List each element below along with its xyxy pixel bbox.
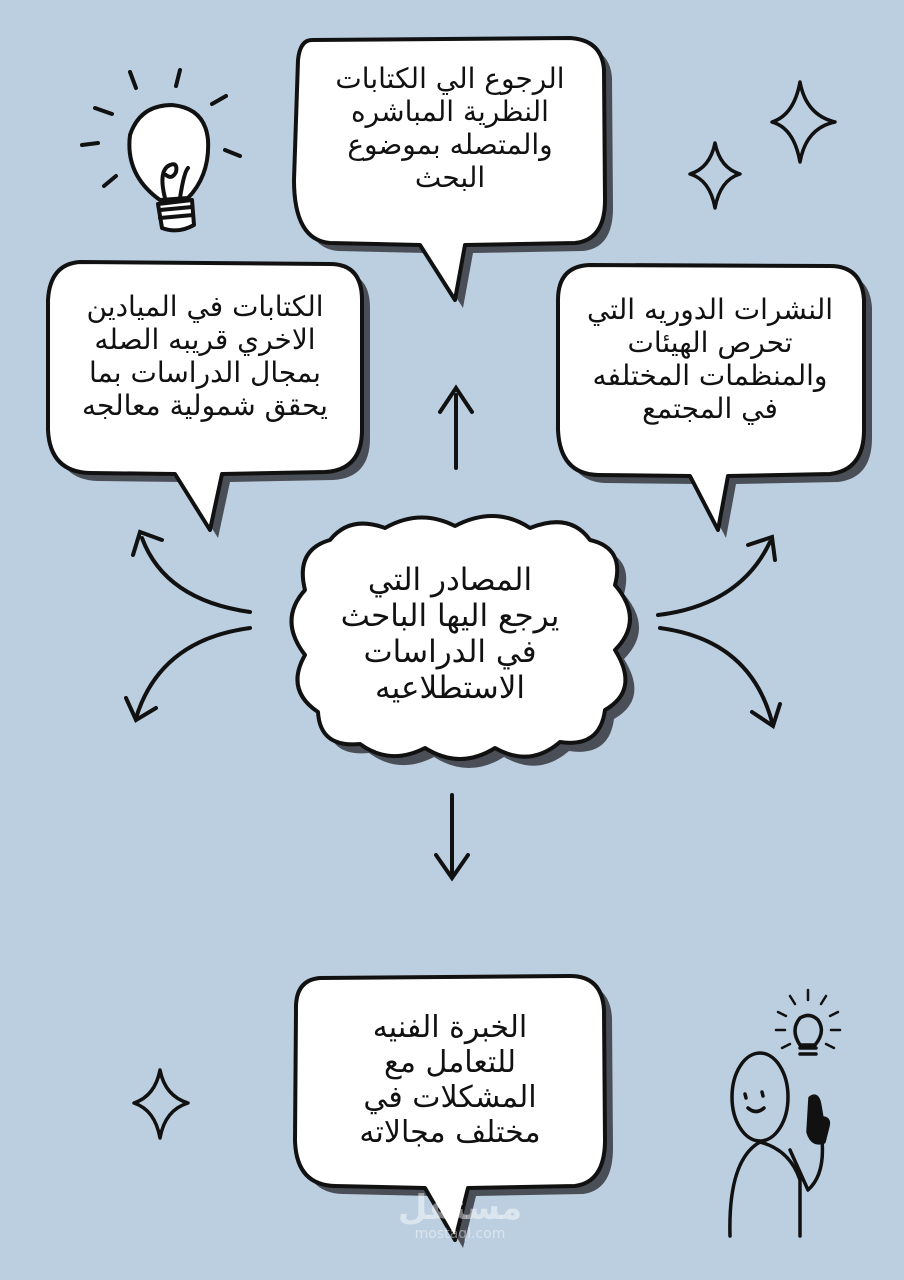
arrow-upper-right <box>658 542 770 615</box>
bubble-right-text <box>560 293 860 425</box>
text-line: الكتابات في الميادين <box>86 290 324 323</box>
text-line: يرجع اليها الباحث <box>340 598 560 634</box>
text-line: بمجال الدراسات بما <box>89 356 321 389</box>
watermark-arabic: مستقل <box>397 1188 523 1228</box>
bubble-top-text <box>300 62 600 194</box>
arrow-lower-right <box>660 628 772 722</box>
arrow-lower-left <box>136 628 250 718</box>
text-line: للتعامل مع <box>383 1045 517 1080</box>
text-line: في المجتمع <box>642 392 778 425</box>
bubble-bottom-text <box>300 1010 600 1150</box>
text-line: المصادر التي <box>367 562 533 598</box>
text-line: البحث <box>414 161 486 194</box>
watermark-latin: mostaql.com <box>414 1226 506 1242</box>
watermark <box>380 1190 540 1242</box>
text-line: في الدراسات <box>363 634 537 670</box>
text-line: تحرص الهيئات <box>627 326 793 359</box>
arrow-upper-left <box>142 538 250 612</box>
text-line: والمنظمات المختلفه <box>592 359 828 392</box>
text-line: المشكلات في <box>363 1080 537 1115</box>
bubble-center-text <box>315 562 585 706</box>
person-idea-icon <box>730 990 840 1236</box>
text-line: الاستطلاعيه <box>374 670 526 706</box>
text-line: يحقق شمولية معالجه <box>82 389 328 422</box>
text-line: النشرات الدوريه التي <box>586 293 834 326</box>
text-line: مختلف مجالاته <box>359 1115 541 1150</box>
text-line: الرجوع الي الكتابات <box>335 62 565 95</box>
text-line: النظرية المباشره <box>351 95 549 128</box>
text-line: الخبرة الفنيه <box>372 1010 528 1045</box>
text-line: الاخري قريبه الصله <box>94 323 316 356</box>
bubble-left-text <box>55 290 355 422</box>
lightbulb-icon <box>82 70 240 230</box>
text-line: والمتصله بموضوع <box>347 128 553 161</box>
